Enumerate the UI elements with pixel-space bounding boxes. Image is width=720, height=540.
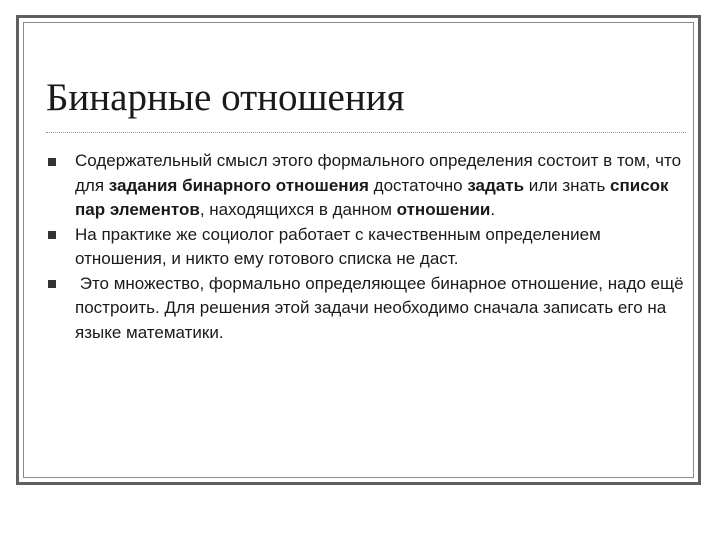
square-bullet-icon bbox=[48, 231, 56, 239]
bullet-text: Содержательный смысл этого формального определения состоит в том, что для bbox=[75, 151, 682, 195]
bullet-text: Это множество, формально определяющее бинарное отношение, надо ещё построить. Для решения этой задачи необходимо сначала записать его на языке математики. bbox=[75, 273, 689, 342]
bullet-item bbox=[40, 223, 686, 272]
square-bullet-icon bbox=[48, 158, 56, 166]
square-bullet-icon bbox=[48, 280, 56, 288]
bullet-text: На практике же социолог работает с качественным определением отношения, и никто ему готового списка не даст. bbox=[75, 224, 601, 268]
bullet-item bbox=[40, 272, 689, 346]
bullet-text-bold: задать bbox=[467, 175, 525, 195]
bullet-text: достаточно bbox=[368, 175, 468, 195]
bullet-list bbox=[40, 149, 689, 345]
bullet-text-bold: задания бинарного отношения bbox=[108, 175, 369, 195]
bullet-text: или знать bbox=[524, 175, 611, 195]
bullet-item bbox=[40, 149, 686, 223]
bullet-text-bold: список пар элементов bbox=[75, 175, 669, 219]
title-divider bbox=[46, 132, 686, 133]
bullet-text: , находящихся в данном bbox=[199, 200, 397, 219]
slide-title: Бинарные отношения bbox=[46, 76, 405, 119]
bullet-text-bold: отношении bbox=[396, 200, 491, 219]
bullet-text: . bbox=[490, 200, 496, 219]
